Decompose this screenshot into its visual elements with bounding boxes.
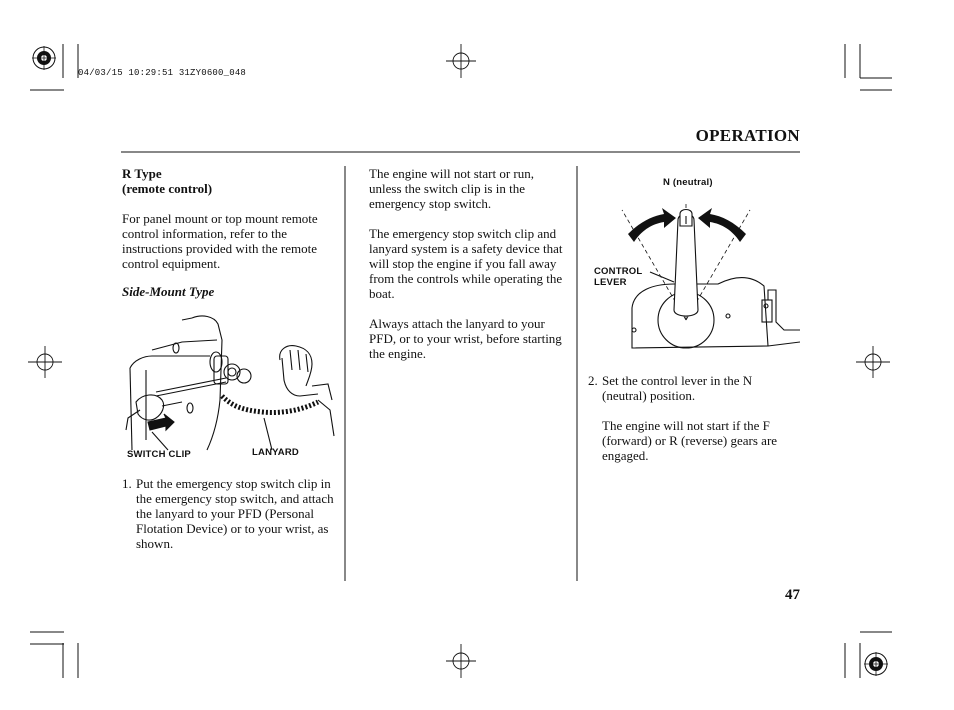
label-neutral: N (neutral) bbox=[663, 177, 713, 188]
intro-paragraph: For panel mount or top mount remote control information, refer to the instructions provided with the remote control equipment. bbox=[122, 211, 318, 271]
label-lever: LEVER bbox=[594, 277, 627, 288]
step-1-number: 1. bbox=[122, 476, 132, 491]
subheading-side-mount: Side-Mount Type bbox=[122, 284, 215, 299]
middle-paragraph-1: The engine will not start or run, unless the switch clip is in the emergency stop switch. bbox=[369, 166, 534, 211]
label-lanyard: LANYARD bbox=[252, 447, 299, 458]
crosshair-target-icon bbox=[856, 346, 890, 378]
section-title: OPERATION bbox=[695, 126, 800, 145]
step-2-text: Set the control lever in the N (neutral) position. bbox=[602, 373, 753, 403]
heading-remote-control: (remote control) bbox=[122, 181, 213, 196]
step-2-note: The engine will not start if the F (forward) or R (reverse) gears are engaged. bbox=[602, 418, 778, 463]
print-stamp: 04/03/15 10:29:51 31ZY0600_048 bbox=[78, 68, 247, 78]
registration-sunburst-icon bbox=[864, 652, 888, 676]
middle-paragraph-2: The emergency stop switch clip and lanyard system is a safety device that will stop the engine if you fall away from the controls while operating the boat. bbox=[369, 226, 563, 301]
heading-r-type: R Type bbox=[122, 166, 162, 181]
step-2 bbox=[588, 373, 800, 463]
label-switch-clip: SWITCH CLIP bbox=[127, 449, 191, 460]
crosshair-target-icon bbox=[446, 44, 476, 78]
crosshair-target-icon bbox=[28, 346, 62, 378]
middle-paragraph-3: Always attach the lanyard to your PFD, or to your wrist, before starting the engine. bbox=[369, 316, 562, 361]
reverse-arrow-icon bbox=[628, 208, 676, 242]
registration-sunburst-icon bbox=[32, 46, 56, 70]
side-mount-illustration bbox=[122, 310, 336, 470]
crosshair-target-icon bbox=[446, 644, 476, 678]
step-1-text: Put the emergency stop switch clip in the emergency stop switch, and attach the lanyard to your PFD (Personal Flotation Device) or to your wrist, as shown. bbox=[136, 476, 334, 551]
middle-column bbox=[369, 166, 565, 361]
left-column bbox=[122, 166, 336, 299]
forward-arrow-icon bbox=[698, 208, 746, 242]
step-1 bbox=[122, 476, 336, 551]
step-2-number: 2. bbox=[588, 373, 598, 388]
label-control: CONTROL bbox=[594, 266, 643, 277]
page-number: 47 bbox=[785, 587, 800, 603]
